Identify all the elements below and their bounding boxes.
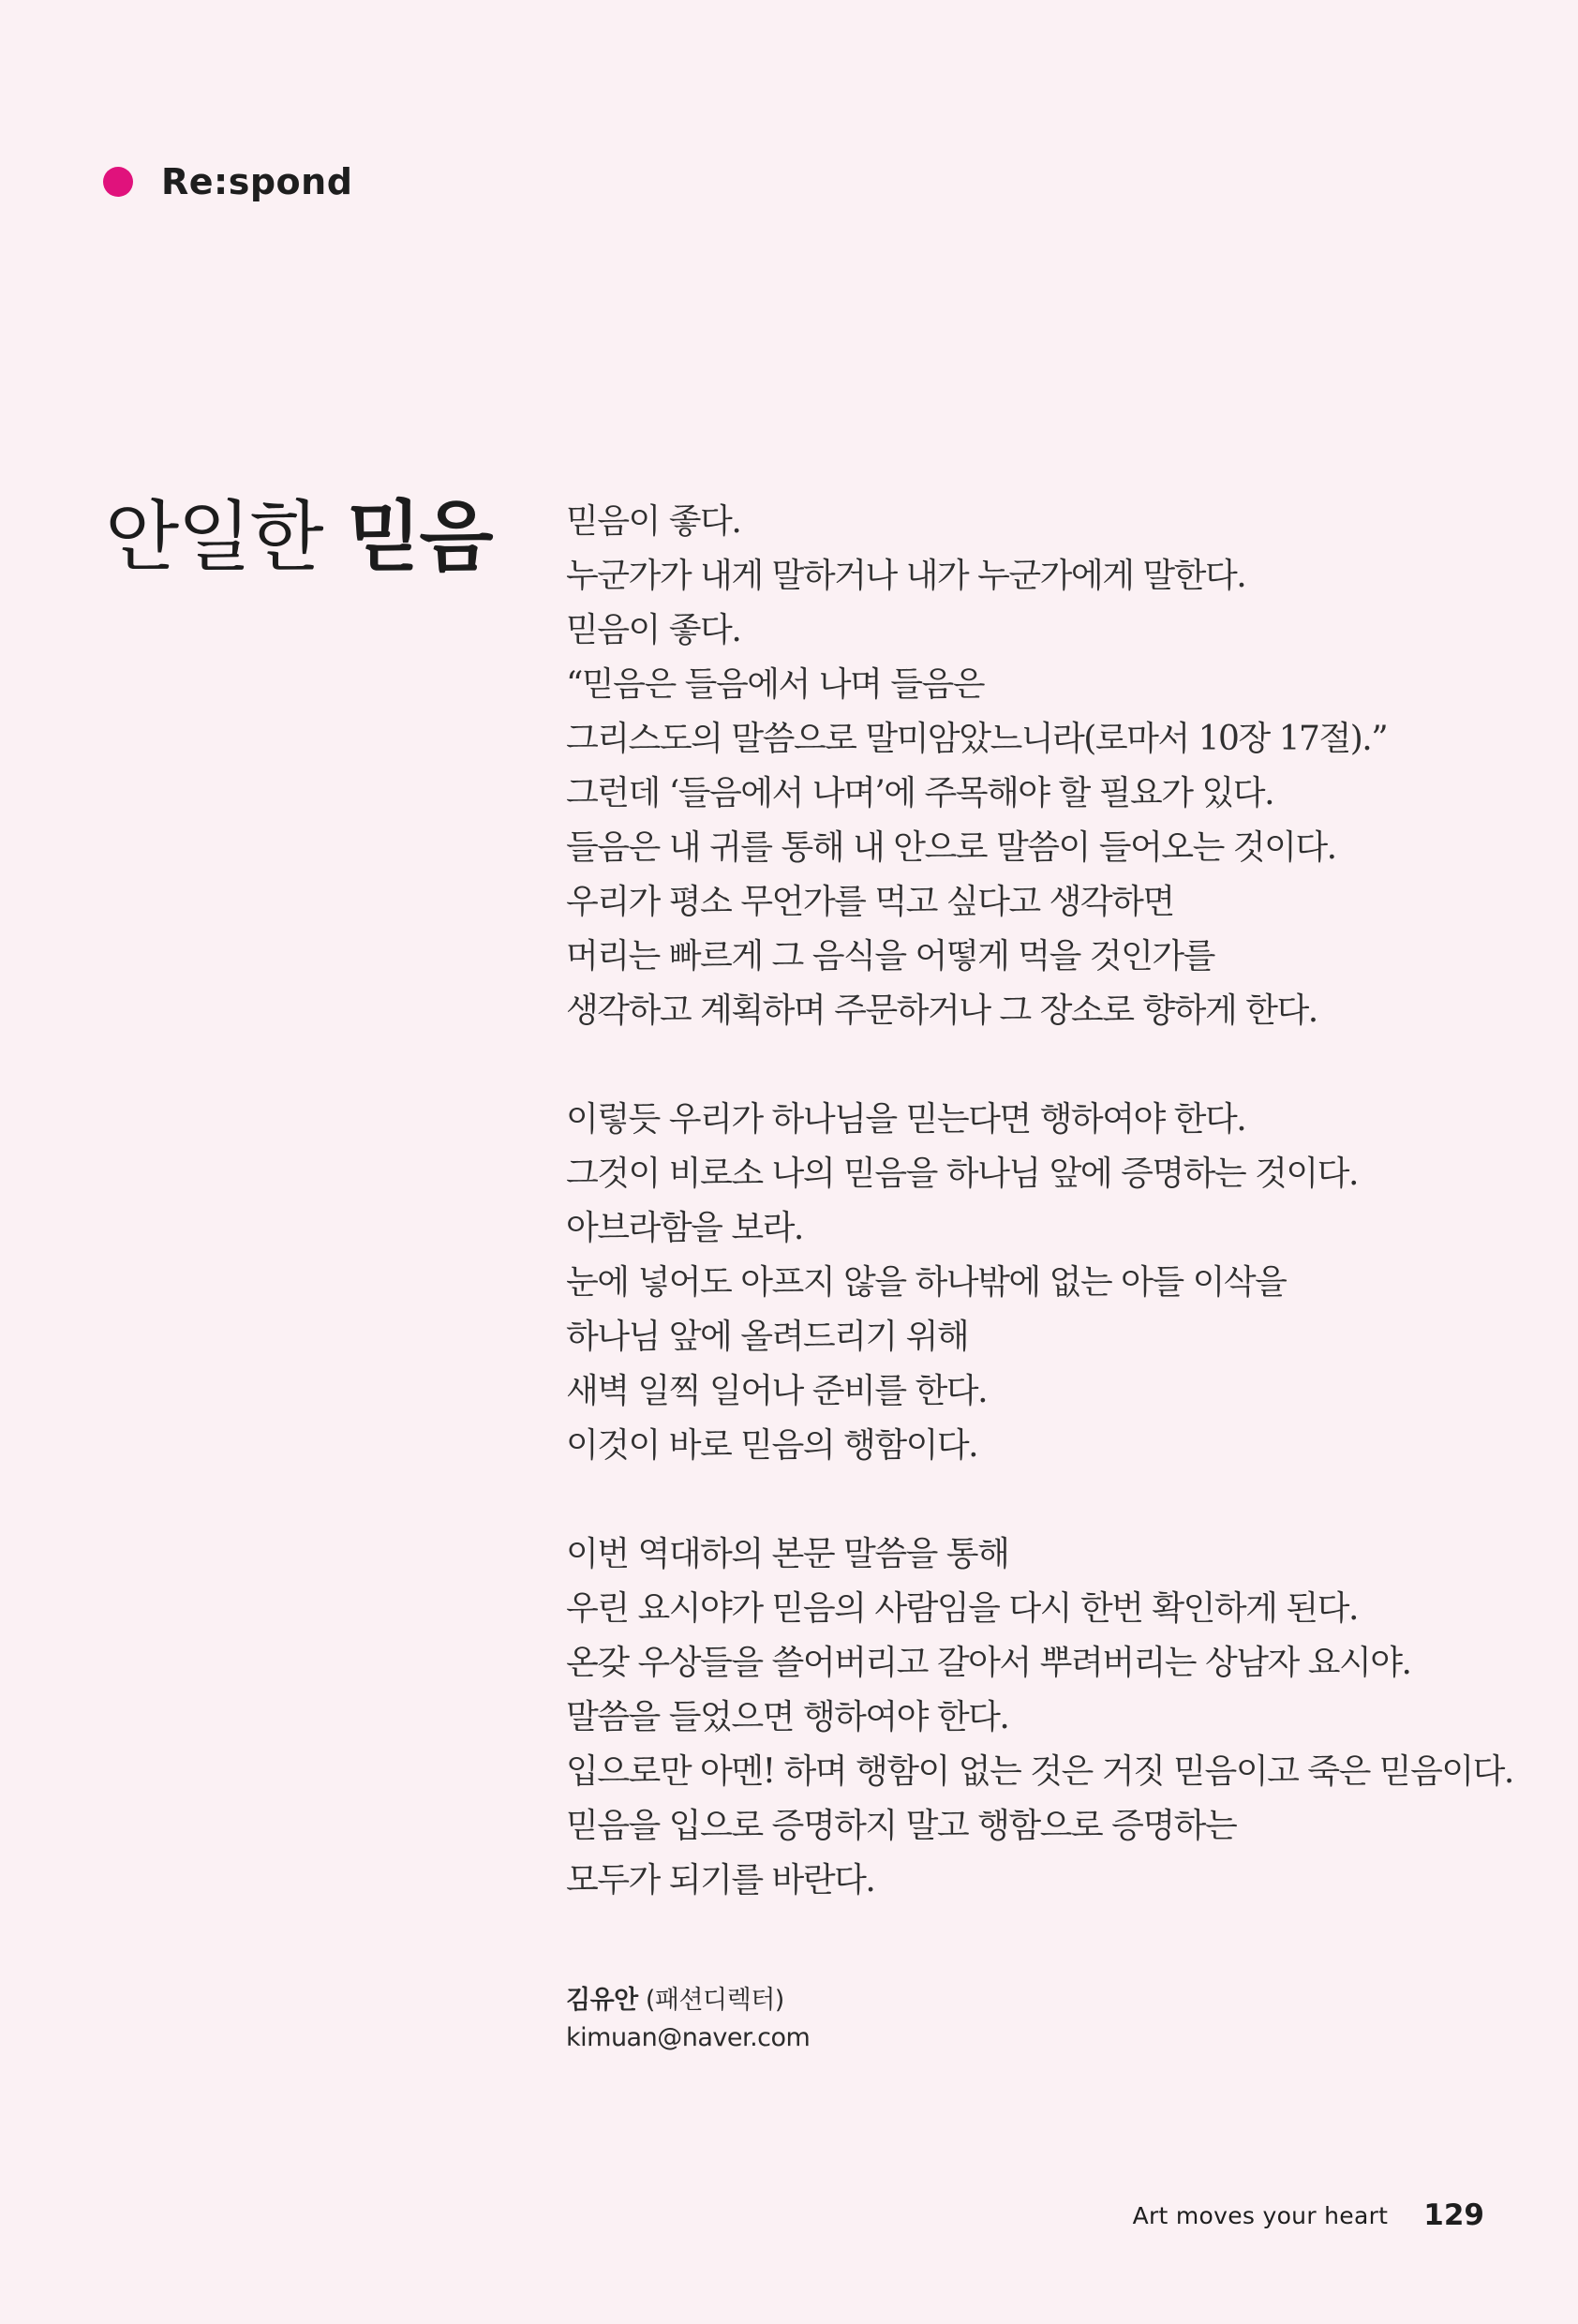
paragraph-line: 우리가 평소 무언가를 먹고 싶다고 생각하면 [566, 883, 1174, 921]
paragraph-line: “믿음은 들음에서 나며 들음은 [566, 665, 985, 704]
paragraph-line: 새벽 일찍 일어나 준비를 한다. [566, 1372, 988, 1410]
paragraph-line: 그것이 비로소 나의 믿음을 하나님 앞에 증명하는 것이다. [566, 1155, 1358, 1193]
page-number: 129 [1423, 2198, 1484, 2232]
title-light: 안일한 [105, 493, 322, 582]
article-body [566, 495, 1541, 1908]
paragraph-line: 아브라함을 보라. [566, 1209, 803, 1247]
paragraph-line: 그리스도의 말씀으로 말미암았느니라(로마서 10장 17절).” [566, 720, 1388, 758]
paragraph-line: 믿음이 좋다. [566, 502, 741, 541]
paragraph [566, 495, 1541, 1038]
page-footer [1133, 2195, 1484, 2236]
paragraph-line: 들음은 내 귀를 통해 내 안으로 말씀이 들어오는 것이다. [566, 828, 1336, 867]
paragraph-line: 이렇듯 우리가 하나님을 믿는다면 행하여야 한다. [566, 1100, 1246, 1139]
paragraph-line: 입으로만 아멘! 하며 행함이 없는 것은 거짓 믿음이고 죽은 믿음이다. [566, 1752, 1513, 1791]
paragraph-line: 이것이 바로 믿음의 행함이다. [566, 1426, 978, 1465]
paragraph-line: 하나님 앞에 올려드리기 위해 [566, 1318, 969, 1356]
paragraph-line: 그런데 ‘들음에서 나며’에 주목해야 할 필요가 있다. [566, 774, 1274, 812]
paragraph-line: 머리는 빠르게 그 음식을 어떻게 먹을 것인가를 [566, 937, 1214, 976]
paragraph-line: 믿음이 좋다. [566, 611, 741, 649]
section-label: Re:spond [161, 161, 353, 202]
paragraph-line: 생각하고 계획하며 주문하거나 그 장소로 향하게 한다. [566, 991, 1317, 1030]
author-line [566, 1982, 810, 2019]
paragraph-line: 눈에 넣어도 아프지 않을 하나밖에 없는 아들 이삭을 [566, 1263, 1287, 1302]
section-tag [103, 161, 352, 202]
paragraph [566, 1093, 1541, 1473]
paragraph-line: 우린 요시야가 믿음의 사람임을 다시 한번 확인하게 된다. [566, 1589, 1358, 1628]
paragraph-line: 믿음을 입으로 증명하지 말고 행함으로 증명하는 [566, 1807, 1237, 1845]
paragraph-line: 온갖 우상들을 쓸어버리고 갈아서 뿌려버리는 상남자 요시야. [566, 1644, 1411, 1682]
paragraph-line: 모두가 되기를 바란다. [566, 1861, 875, 1899]
section-dot-icon [103, 167, 133, 197]
paragraph-line: 이번 역대하의 본문 말씀을 통해 [566, 1535, 1009, 1573]
author-role: (패션디렉터) [645, 1986, 784, 2015]
paragraph-line: 말씀을 들었으면 행하여야 한다. [566, 1698, 1009, 1736]
title-bold: 믿음 [347, 492, 492, 582]
article-title [105, 485, 492, 589]
author-email[interactable]: kimuan@naver.com [566, 2023, 811, 2052]
paragraph [566, 1527, 1541, 1908]
paragraph-line: 누군가가 내게 말하거나 내가 누군가에게 말한다. [566, 557, 1246, 595]
author-name: 김유안 [566, 1986, 638, 2015]
author-byline [566, 1982, 810, 2057]
footer-tagline: Art moves your heart [1132, 2201, 1389, 2229]
